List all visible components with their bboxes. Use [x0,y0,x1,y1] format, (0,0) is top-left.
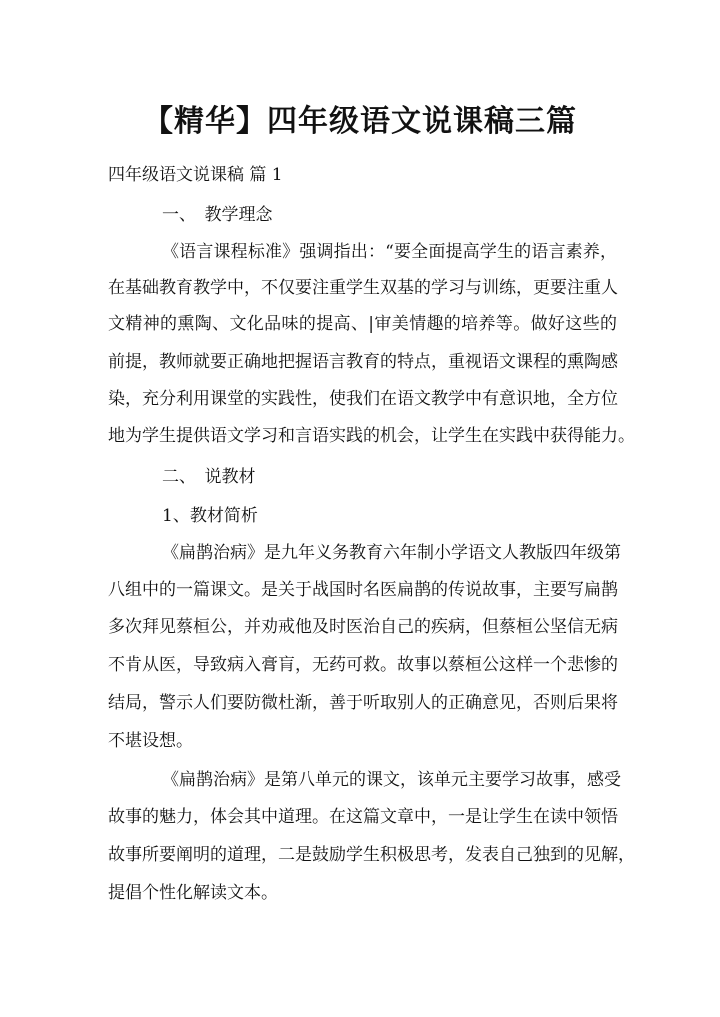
heading-teaching-concept: 一、 教学理念 [162,205,273,225]
heading-textbook-analysis: 1、教材简析 [162,506,258,526]
paragraph-line: 《扁鹊治病》是九年义务教育六年制小学语文人教版四年级第 [162,543,621,563]
paragraph-line: 地为学生提供语文学习和言语实践的机会，让学生在实践中获得能力。 [108,426,635,446]
paragraph-line: 在基础教育教学中，不仅要注重学生双基的学习与训练，更要注重人 [108,278,618,298]
paragraph-line: 故事所要阐明的道理，二是鼓励学生积极思考，发表自己独到的见解， [108,845,635,865]
paragraph-line: 提倡个性化解读文本。 [108,883,278,903]
paragraph-line: 结局，警示人们要防微杜渐，善于听取别人的正确意见，否则后果将 [108,693,618,713]
paragraph-line: 不堪设想。 [108,731,193,751]
section-title: 四年级语文说课稿 篇 1 [108,165,283,185]
paragraph-line: 文精神的熏陶、文化品味的提高、|审美情趣的培养等。做好这些的 [108,314,617,334]
paragraph-line: 八组中的一篇课文。是关于战国时名医扁鹊的传说故事，主要写扁鹊 [108,580,618,600]
paragraph-line: 不肯从医，导致病入膏肓，无药可救。故事以蔡桓公这样一个悲惨的 [108,655,618,675]
paragraph-line: 《扁鹊治病》是第八单元的课文，该单元主要学习故事，感受 [162,770,621,790]
paragraph-line: 多次拜见蔡桓公，并劝戒他及时医治自己的疾病，但蔡桓公坚信无病 [108,617,618,637]
paragraph-line: 故事的魅力，体会其中道理。在这篇文章中，一是让学生在读中领悟 [108,807,618,827]
paragraph-line: 前提，教师就要正确地把握语言教育的特点，重视语文课程的熏陶感 [108,352,618,372]
paragraph-line: 染，充分利用课堂的实践性，使我们在语文教学中有意识地，全方位 [108,389,618,409]
heading-textbook: 二、 说教材 [162,467,256,487]
document-title: 【精华】四年级语文说课稿三篇 [143,104,577,139]
paragraph-line: 《语言课程标准》强调指出：“要全面提高学生的语言素养， [162,242,617,262]
